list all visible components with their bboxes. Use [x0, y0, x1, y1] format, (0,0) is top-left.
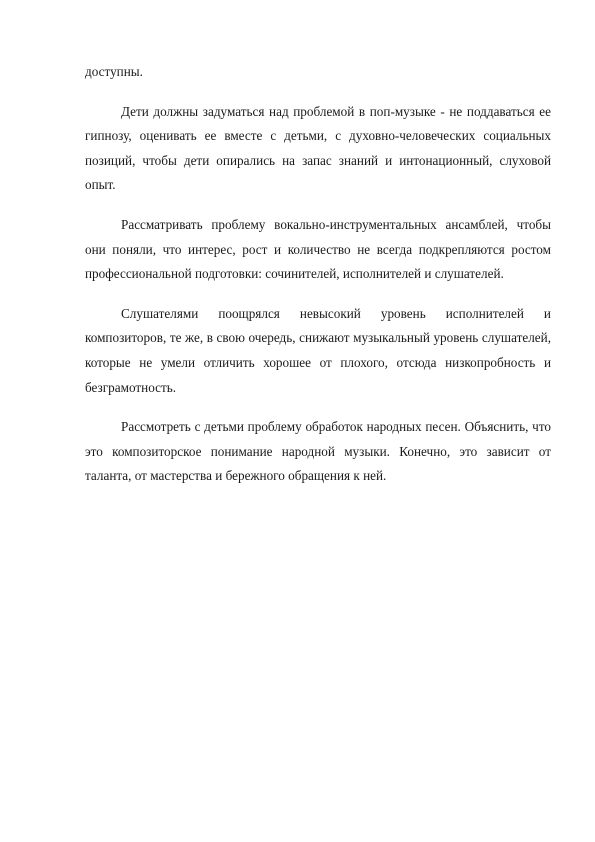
- paragraph-pop-music: Дети должны задуматься над проблемой в поп-музыке - не поддаваться ее гипнозу, оценивать ее вместе с детьми, с духовно-человеческих социальных позиций, чтобы дети опирались на запас знаний и интонационный, слуховой опыт.: [85, 103, 551, 193]
- paragraph-vocal-instrumental-ensembles: Рассматривать проблему вокально-инструментальных ансамблей, чтобы они поняли, что интерес, рост и количество не всегда подкрепляются ростом профессиональной подготовки: сочинителей, исполнителей и слушателей.: [85, 216, 551, 282]
- paragraph-continuation: доступны.: [85, 64, 143, 79]
- paragraph-folk-song-arrangements: Рассмотреть с детьми проблему обработок народных песен. Объяснить, что это композиторское понимание народной музыки. Конечно, это зависит от таланта, от мастерства и бережного обращения к ней.: [85, 419, 551, 484]
- document-body: [85, 60, 551, 504]
- paragraph-listeners: Слушателями поощрялся невысокий уровень исполнителей и композиторов, те же, в свою очередь, снижают музыкальный уровень слушателей, которые не умели отличить хорошее от плохого, отсюда низкопробность и безграмотность.: [85, 305, 551, 395]
